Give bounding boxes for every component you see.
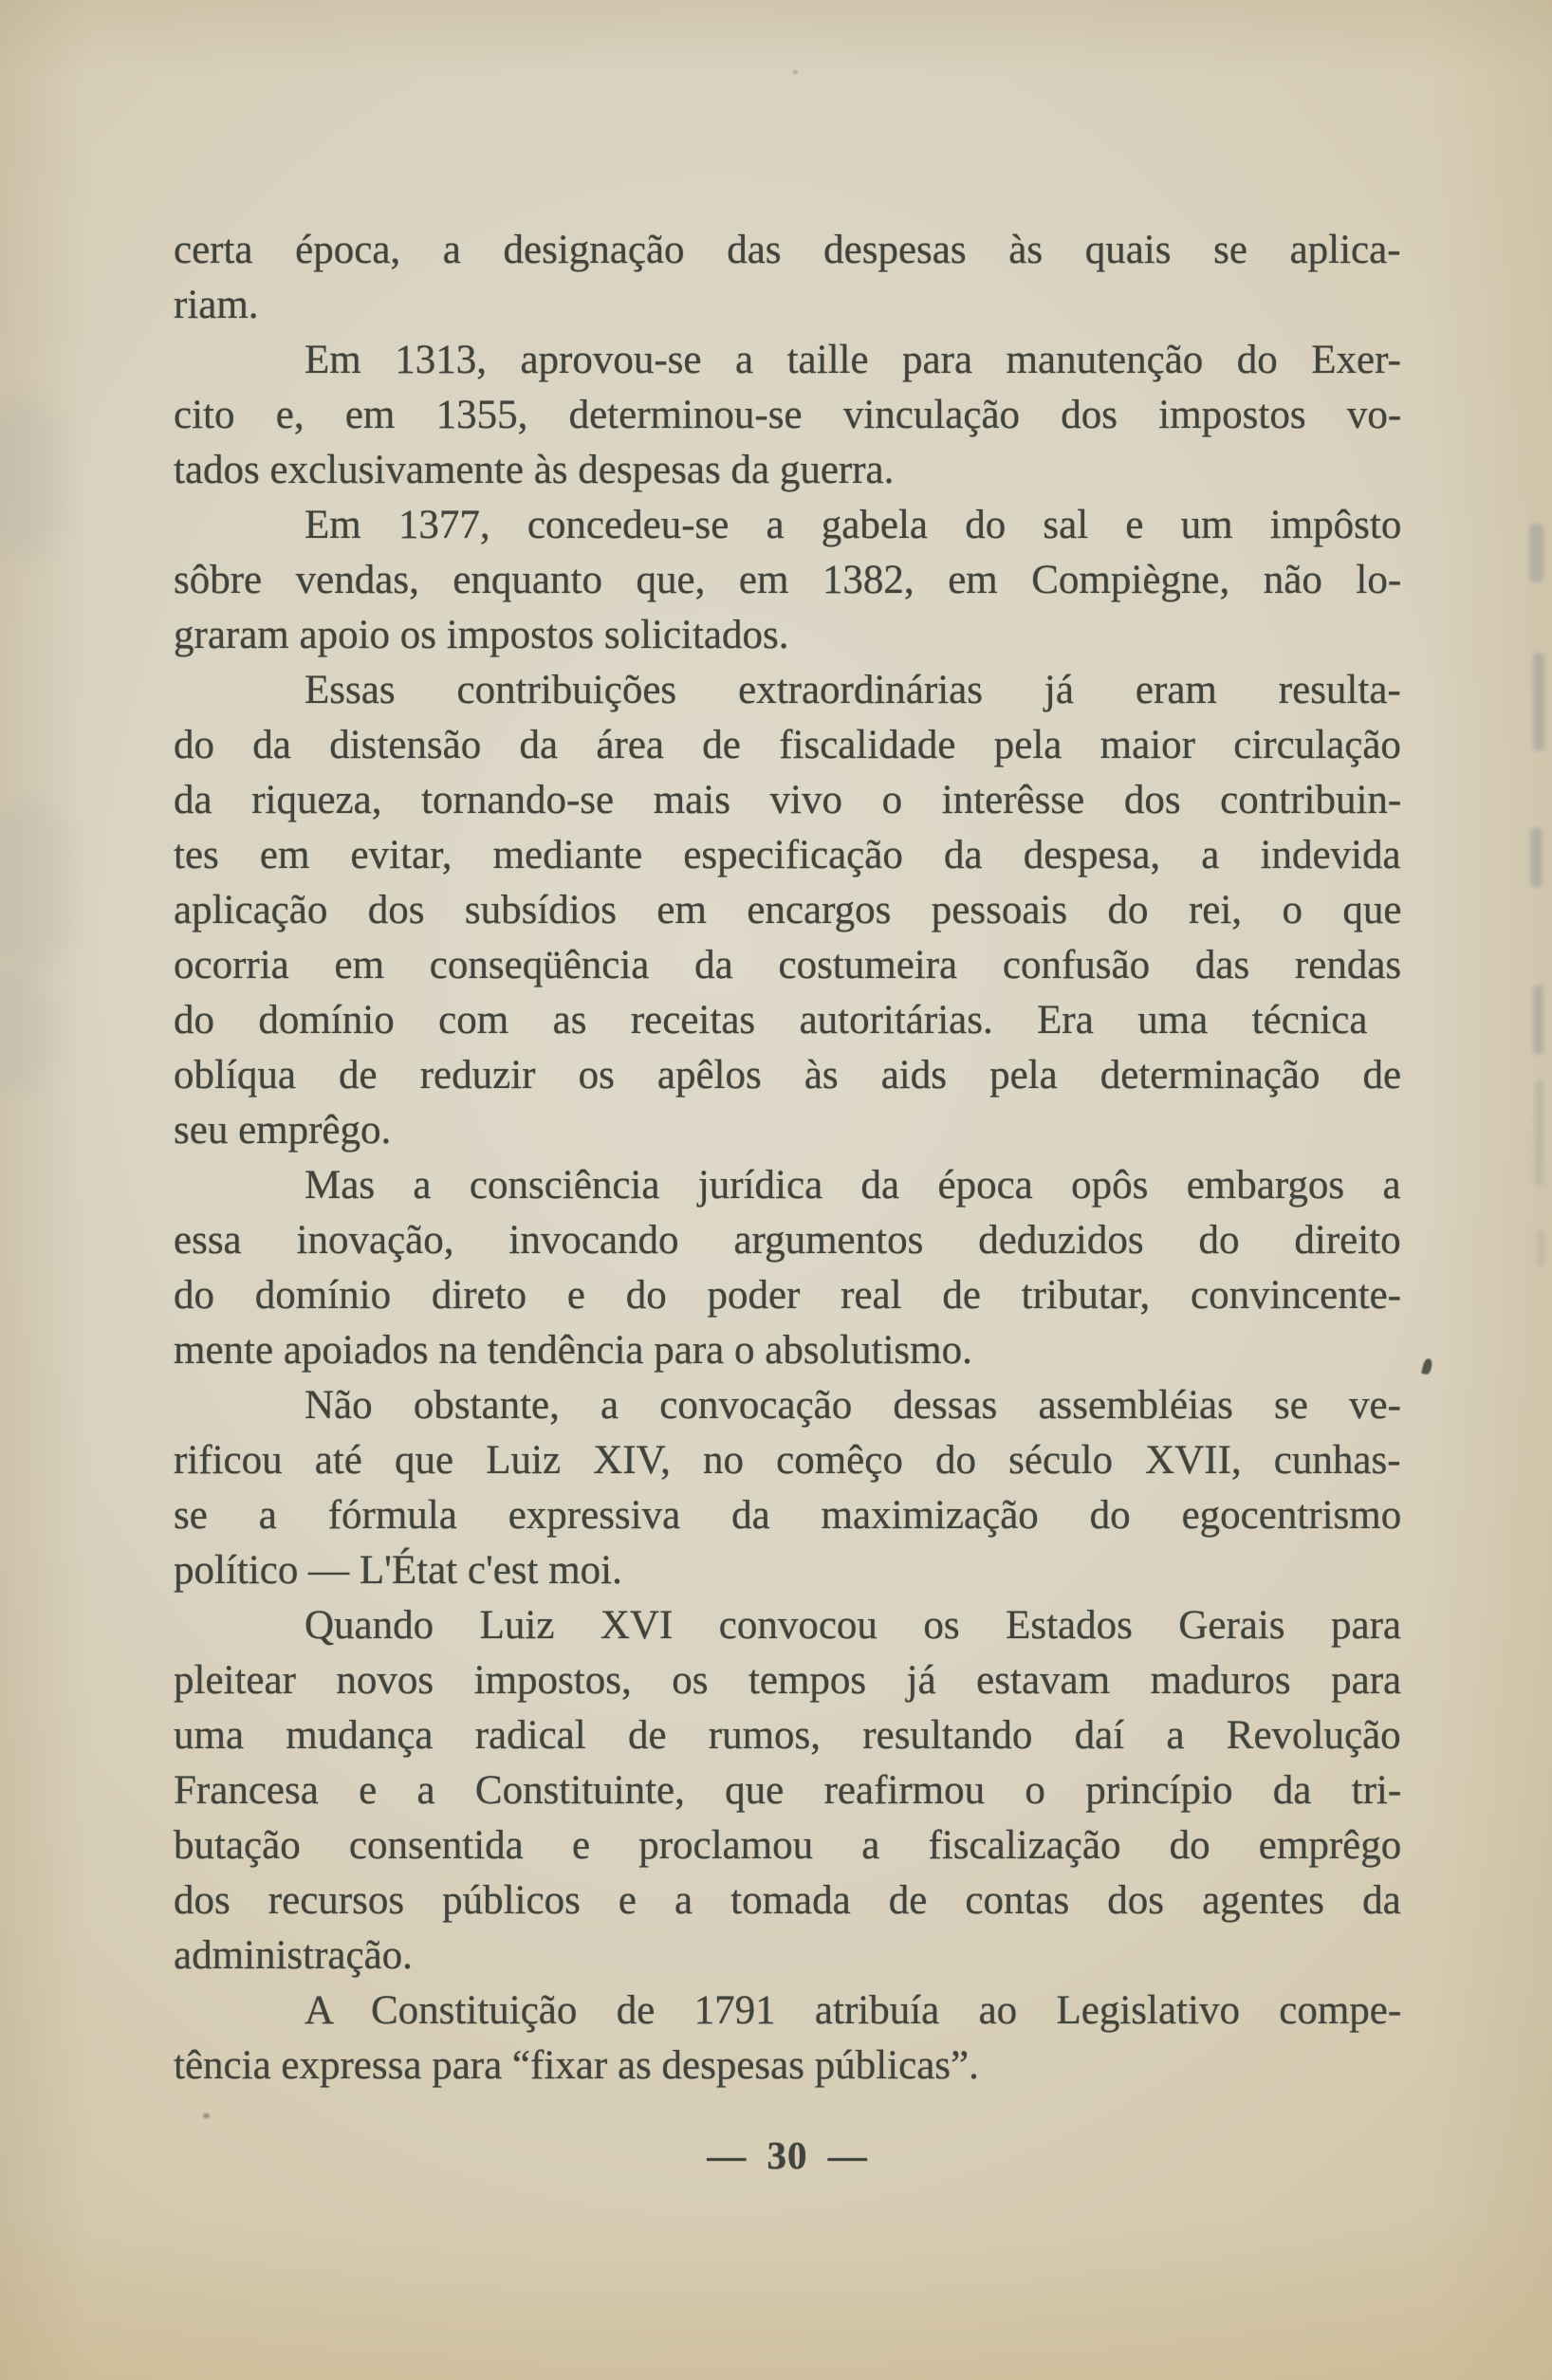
text-line: do domínio direto e do poder real de tributar, convincente- — [174, 1273, 1402, 1318]
text-line: sôbre vendas, enquanto que, em 1382, em Compiègne, não lo- — [174, 558, 1402, 602]
scan-artifact-right-edge — [1529, 524, 1543, 582]
text-block — [174, 223, 1401, 2094]
text-line: A Constituição de 1791 atribuía ao Legislativo compe- — [305, 1988, 1402, 2033]
scan-artifact-right-edge — [1533, 985, 1543, 1055]
ink-speck — [203, 2113, 210, 2118]
text-line: essa inovação, invocando argumentos deduzidos do direito — [174, 1218, 1401, 1263]
text-line: político — L'État c'est moi. — [174, 1548, 622, 1593]
scan-artifact-right-edge — [1537, 1229, 1544, 1267]
text-line: Em 1377, concedeu-se a gabela do sal e um impôsto — [305, 503, 1402, 547]
ink-speck — [793, 70, 798, 74]
text-line: certa época, a designação das despesas às quais se aplica- — [174, 228, 1401, 272]
text-line: rificou até que Luiz XIV, no comêço do século XVII, cunhas- — [174, 1438, 1401, 1483]
ink-speck — [1421, 1357, 1433, 1375]
text-line: ocorria em conseqüência da costumeira confusão das rendas — [174, 943, 1402, 987]
text-line: Em 1313, aprovou-se a taille para manutenção do Exer- — [305, 338, 1401, 382]
text-line: da riqueza, tornando-se mais vivo o interêsse dos contribuin- — [174, 778, 1402, 822]
text-line: graram apoio os impostos solicitados. — [174, 613, 789, 657]
text-line: se a fórmula expressiva da maximização do egocentrismo — [174, 1493, 1402, 1538]
text-line: do da distensão da área de fiscalidade pela maior circulação — [174, 723, 1401, 767]
text-line: seu emprêgo. — [174, 1108, 392, 1153]
text-line: Francesa e a Constituinte, que reafirmou o princípio da tri- — [174, 1768, 1402, 1813]
text-line: dos recursos públicos e a tomada de contas dos agentes da — [174, 1878, 1401, 1923]
text-line: tência expressa para “fixar as despesas públicas”. — [174, 2043, 979, 2088]
text-line: pleitear novos impostos, os tempos já estavam maduros para — [174, 1658, 1402, 1703]
text-line: aplicação dos subsídios em encargos pessoais do rei, o que — [174, 888, 1402, 932]
text-line: riam. — [174, 283, 259, 327]
text-line: cito e, em 1355, determinou-se vinculação dos impostos vo- — [174, 393, 1402, 437]
scan-smudge — [0, 968, 53, 1096]
text-line: do domínio com as receitas autoritárias. Era uma técnica — [174, 998, 1368, 1042]
text-line: mente apoiados na tendência para o absolutismo. — [174, 1328, 972, 1373]
text-line: tes em evitar, mediante especificação da despesa, a indevida — [174, 833, 1401, 877]
text-line: Quando Luiz XVI convocou os Estados Gerais para — [305, 1603, 1401, 1648]
scan-smudge — [0, 797, 76, 972]
scan-artifact-right-edge — [1533, 653, 1544, 751]
text-line: administração. — [174, 1933, 413, 1978]
page-number: — 30 — — [707, 2133, 868, 2177]
text-line: tados exclusivamente às despesas da guerra. — [174, 448, 895, 492]
text-line: butação consentida e proclamou a fiscalização do emprêgo — [174, 1823, 1402, 1868]
scan-smudge — [0, 398, 66, 560]
scan-artifact-right-edge — [1535, 1079, 1543, 1186]
text-line: Essas contribuições extraordinárias já eram resulta- — [305, 668, 1401, 712]
scan-artifact-right-edge — [1530, 827, 1543, 888]
text-line: Mas a consciência jurídica da época opôs embargos a — [305, 1163, 1401, 1208]
text-line: Não obstante, a convocação dessas assembléias se ve- — [305, 1383, 1401, 1428]
text-line: uma mudança radical de rumos, resultando daí a Revolução — [174, 1713, 1401, 1758]
text-line: oblíqua de reduzir os apêlos às aids pela determinação de — [174, 1053, 1402, 1098]
